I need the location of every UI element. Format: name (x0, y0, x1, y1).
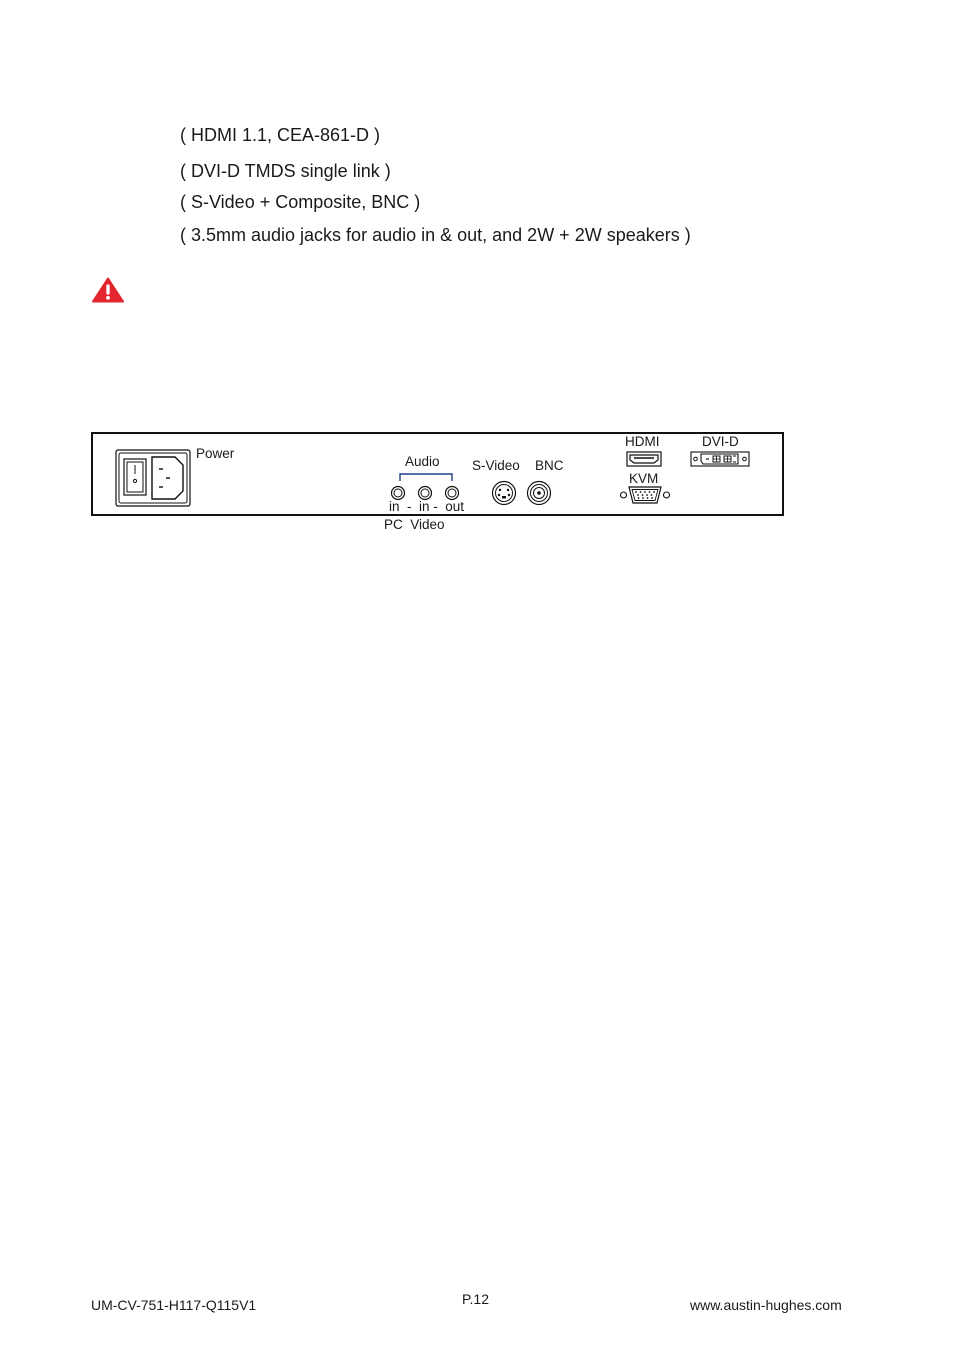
kvm-label: KVM (629, 471, 659, 486)
kvm-vga-port-icon (619, 485, 671, 505)
dvid-port-icon (690, 451, 750, 467)
dvid-label: DVI-D (702, 434, 739, 449)
footer-website-link[interactable]: www.austin-hughes.com (690, 1297, 842, 1313)
spec-audio: ( 3.5mm audio jacks for audio in & out, and 2W + 2W speakers ) (180, 225, 691, 245)
spec-dvi: ( DVI-D TMDS single link ) (180, 161, 391, 181)
rear-panel-diagram (91, 432, 784, 532)
footer-doc-code: UM-CV-751-H117-Q115V1 (91, 1297, 257, 1313)
bnc-port-icon (526, 480, 552, 506)
audio-jacks-label: in - in - out (389, 499, 465, 514)
power-inlet-icon (115, 449, 191, 507)
hdmi-label: HDMI (625, 434, 660, 449)
power-label: Power (196, 446, 235, 461)
spec-hdmi: ( HDMI 1.1, CEA-861-D ) (180, 125, 381, 145)
footer-page-number: P.12 (462, 1291, 489, 1307)
audio-sources-label: PC Video (384, 517, 445, 532)
bnc-label: BNC (535, 458, 564, 473)
audio-bracket (399, 472, 453, 482)
hdmi-port-icon (626, 451, 662, 467)
svideo-label: S-Video (472, 458, 520, 473)
audio-label: Audio (405, 454, 440, 469)
warning-triangle-icon (92, 277, 124, 303)
svideo-port-icon (491, 480, 517, 506)
spec-video: ( S-Video + Composite, BNC ) (180, 192, 421, 212)
